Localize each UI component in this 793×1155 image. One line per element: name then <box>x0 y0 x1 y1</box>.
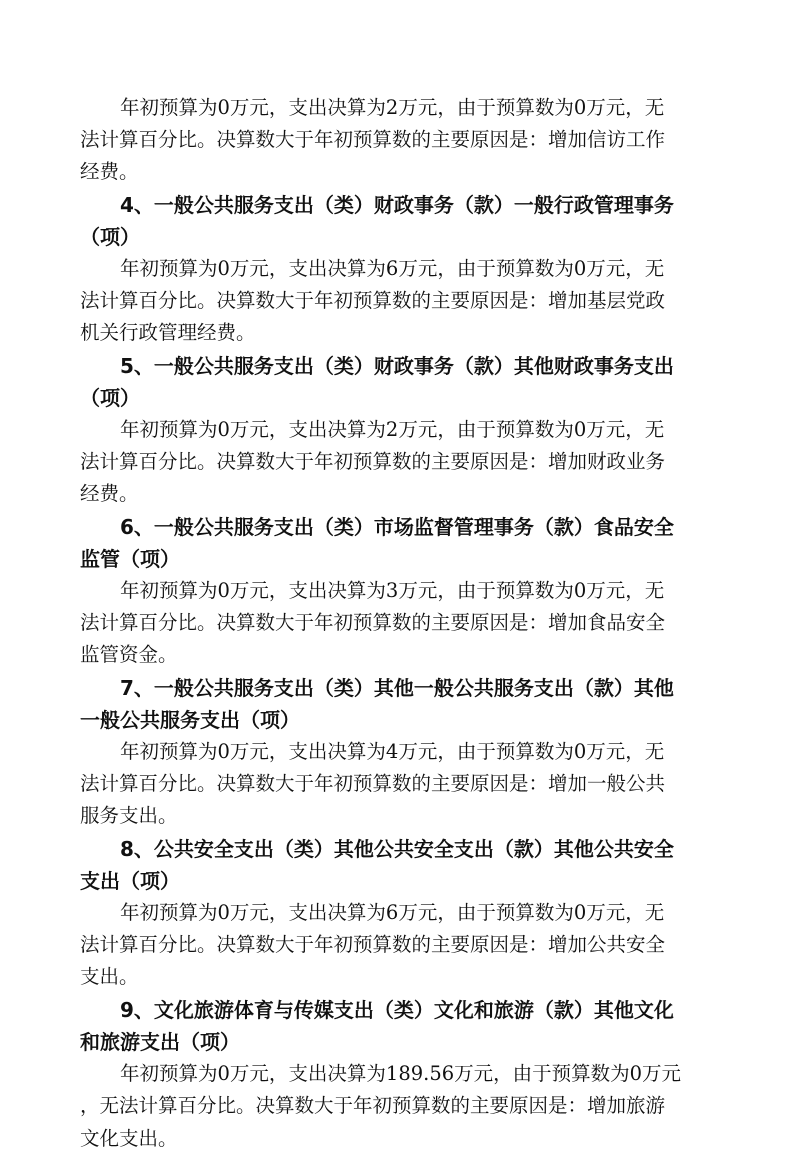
text-line: 法计算百分比。决算数大于年初预算数的主要原因是：增加信访工作 <box>80 128 666 152</box>
heading-line: 5、一般公共服务支出（类）财政事务（款）其他财政事务支出 <box>120 353 674 378</box>
heading-line: 9、文化旅游体育与传媒支出（类）文化和旅游（款）其他文化 <box>120 997 674 1022</box>
section-paragraph-8 <box>80 897 720 994</box>
text-line: 年初预算为0万元，支出决算为2万元，由于预算数为0万元，无 <box>120 96 665 119</box>
heading-line: 6、一般公共服务支出（类）市场监督管理事务（款）食品安全 <box>120 514 674 539</box>
text-line: 服务支出。 <box>80 804 178 828</box>
heading-line: 一般公共服务支出（项） <box>80 707 300 732</box>
heading-line: 监管（项） <box>80 546 180 571</box>
section-heading-8 <box>80 833 720 897</box>
section-paragraph-7 <box>80 736 720 833</box>
text-line: 文化支出。 <box>80 1126 178 1150</box>
section-heading-9 <box>80 994 720 1058</box>
text-line: 年初预算为0万元，支出决算为6万元，由于预算数为0万元，无 <box>120 901 665 925</box>
text-line: 法计算百分比。决算数大于年初预算数的主要原因是：增加一般公共 <box>80 772 666 796</box>
text-line: 经费。 <box>80 160 139 184</box>
section-paragraph-4 <box>80 253 720 350</box>
document-body <box>80 92 720 1155</box>
heading-line: 7、一般公共服务支出（类）其他一般公共服务支出（款）其他 <box>120 675 674 700</box>
heading-line: （项） <box>80 224 140 249</box>
text-line: 经费。 <box>80 482 139 506</box>
intro-paragraph <box>80 92 720 189</box>
text-line: 监管资金。 <box>80 643 178 667</box>
section-paragraph-6 <box>80 575 720 672</box>
section-paragraph-5 <box>80 414 720 511</box>
heading-line: 和旅游支出（项） <box>80 1029 240 1054</box>
section-heading-7 <box>80 672 720 736</box>
section-paragraph-9 <box>80 1058 720 1155</box>
heading-line: （项） <box>80 385 140 410</box>
text-line: 年初预算为0万元，支出决算为2万元，由于预算数为0万元，无 <box>120 418 665 442</box>
text-line: 支出。 <box>80 965 139 989</box>
text-line: 法计算百分比。决算数大于年初预算数的主要原因是：增加财政业务 <box>80 450 666 474</box>
section-heading-4 <box>80 189 720 253</box>
text-line: ，无法计算百分比。决算数大于年初预算数的主要原因是：增加旅游 <box>80 1094 666 1118</box>
text-line: 机关行政管理经费。 <box>80 321 256 345</box>
text-line: 年初预算为0万元，支出决算为189.56万元，由于预算数为0万元 <box>120 1062 682 1086</box>
text-line: 年初预算为0万元，支出决算为4万元，由于预算数为0万元，无 <box>120 740 665 764</box>
text-line: 年初预算为0万元，支出决算为3万元，由于预算数为0万元，无 <box>120 579 665 603</box>
text-line: 法计算百分比。决算数大于年初预算数的主要原因是：增加食品安全 <box>80 611 666 635</box>
text-line: 法计算百分比。决算数大于年初预算数的主要原因是：增加公共安全 <box>80 933 666 957</box>
section-heading-6 <box>80 511 720 575</box>
heading-line: 4、一般公共服务支出（类）财政事务（款）一般行政管理事务 <box>120 192 674 217</box>
text-line: 法计算百分比。决算数大于年初预算数的主要原因是：增加基层党政 <box>80 289 666 313</box>
text-line: 年初预算为0万元，支出决算为6万元，由于预算数为0万元，无 <box>120 257 665 281</box>
heading-line: 支出（项） <box>80 868 180 893</box>
section-heading-5 <box>80 350 720 414</box>
heading-line: 8、公共安全支出（类）其他公共安全支出（款）其他公共安全 <box>120 836 674 861</box>
